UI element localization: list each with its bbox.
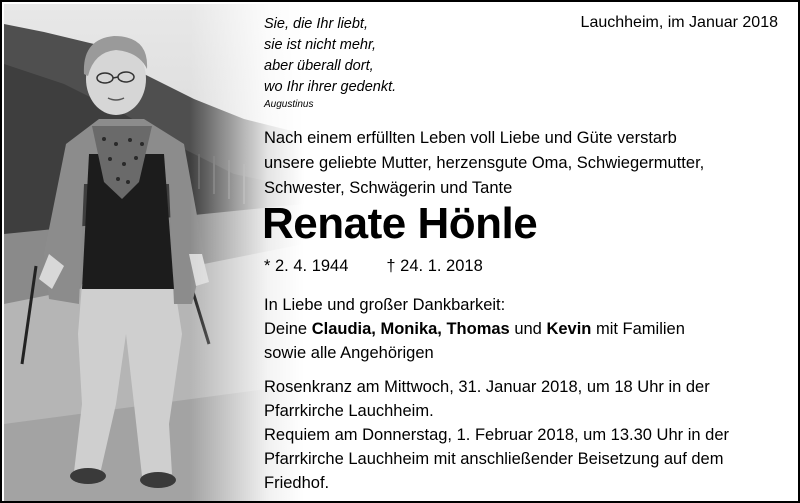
mourners-name-bold: Kevin bbox=[546, 320, 592, 338]
poem-line: wo Ihr ihrer gedenkt. bbox=[264, 79, 397, 95]
mourners-relatives: sowie alle Angehörigen bbox=[264, 344, 434, 362]
service-line: Pfarrkirche Lauchheim mit anschließender Beisetzung auf dem bbox=[264, 450, 724, 468]
memorial-poem bbox=[264, 14, 396, 111]
service-details bbox=[264, 375, 729, 495]
death-date: † 24. 1. 2018 bbox=[386, 257, 483, 275]
life-dates bbox=[264, 257, 483, 276]
mourners-suffix: mit Familien bbox=[591, 320, 685, 338]
mourners-prefix: Deine bbox=[264, 320, 312, 338]
poem-line: aber überall dort, bbox=[264, 58, 374, 74]
mourners-intro: In Liebe und großer Dankbarkeit: bbox=[264, 296, 506, 314]
poem-author: Augustinus bbox=[264, 99, 314, 110]
mourners-conjunction: und bbox=[509, 320, 547, 338]
portrait-photo bbox=[4, 4, 304, 503]
service-line: Requiem am Donnerstag, 1. Februar 2018, um 13.30 Uhr in der bbox=[264, 426, 729, 444]
service-line: Pfarrkirche Lauchheim. bbox=[264, 402, 434, 420]
intro-line: Nach einem erfüllten Leben voll Liebe und Güte verstarb bbox=[264, 129, 677, 147]
deceased-name: Renate Hönle bbox=[262, 199, 538, 248]
mourners-names-bold: Claudia, Monika, Thomas bbox=[311, 320, 510, 338]
mourners-text bbox=[264, 293, 685, 365]
place-and-date: Lauchheim, im Januar 2018 bbox=[580, 14, 778, 31]
poem-line: sie ist nicht mehr, bbox=[264, 37, 377, 53]
service-line: Friedhof. bbox=[264, 474, 330, 492]
mourners-names bbox=[264, 317, 685, 341]
poem-line: Sie, die Ihr liebt, bbox=[264, 16, 368, 32]
intro-line: Schwester, Schwägerin und Tante bbox=[264, 179, 513, 197]
service-line: Rosenkranz am Mittwoch, 31. Januar 2018, um 18 Uhr in der bbox=[264, 378, 710, 396]
birth-date: * 2. 4. 1944 bbox=[264, 257, 349, 275]
intro-line: unsere geliebte Mutter, herzensgute Oma, Schwiegermutter, bbox=[264, 154, 705, 172]
intro-text bbox=[264, 126, 704, 201]
